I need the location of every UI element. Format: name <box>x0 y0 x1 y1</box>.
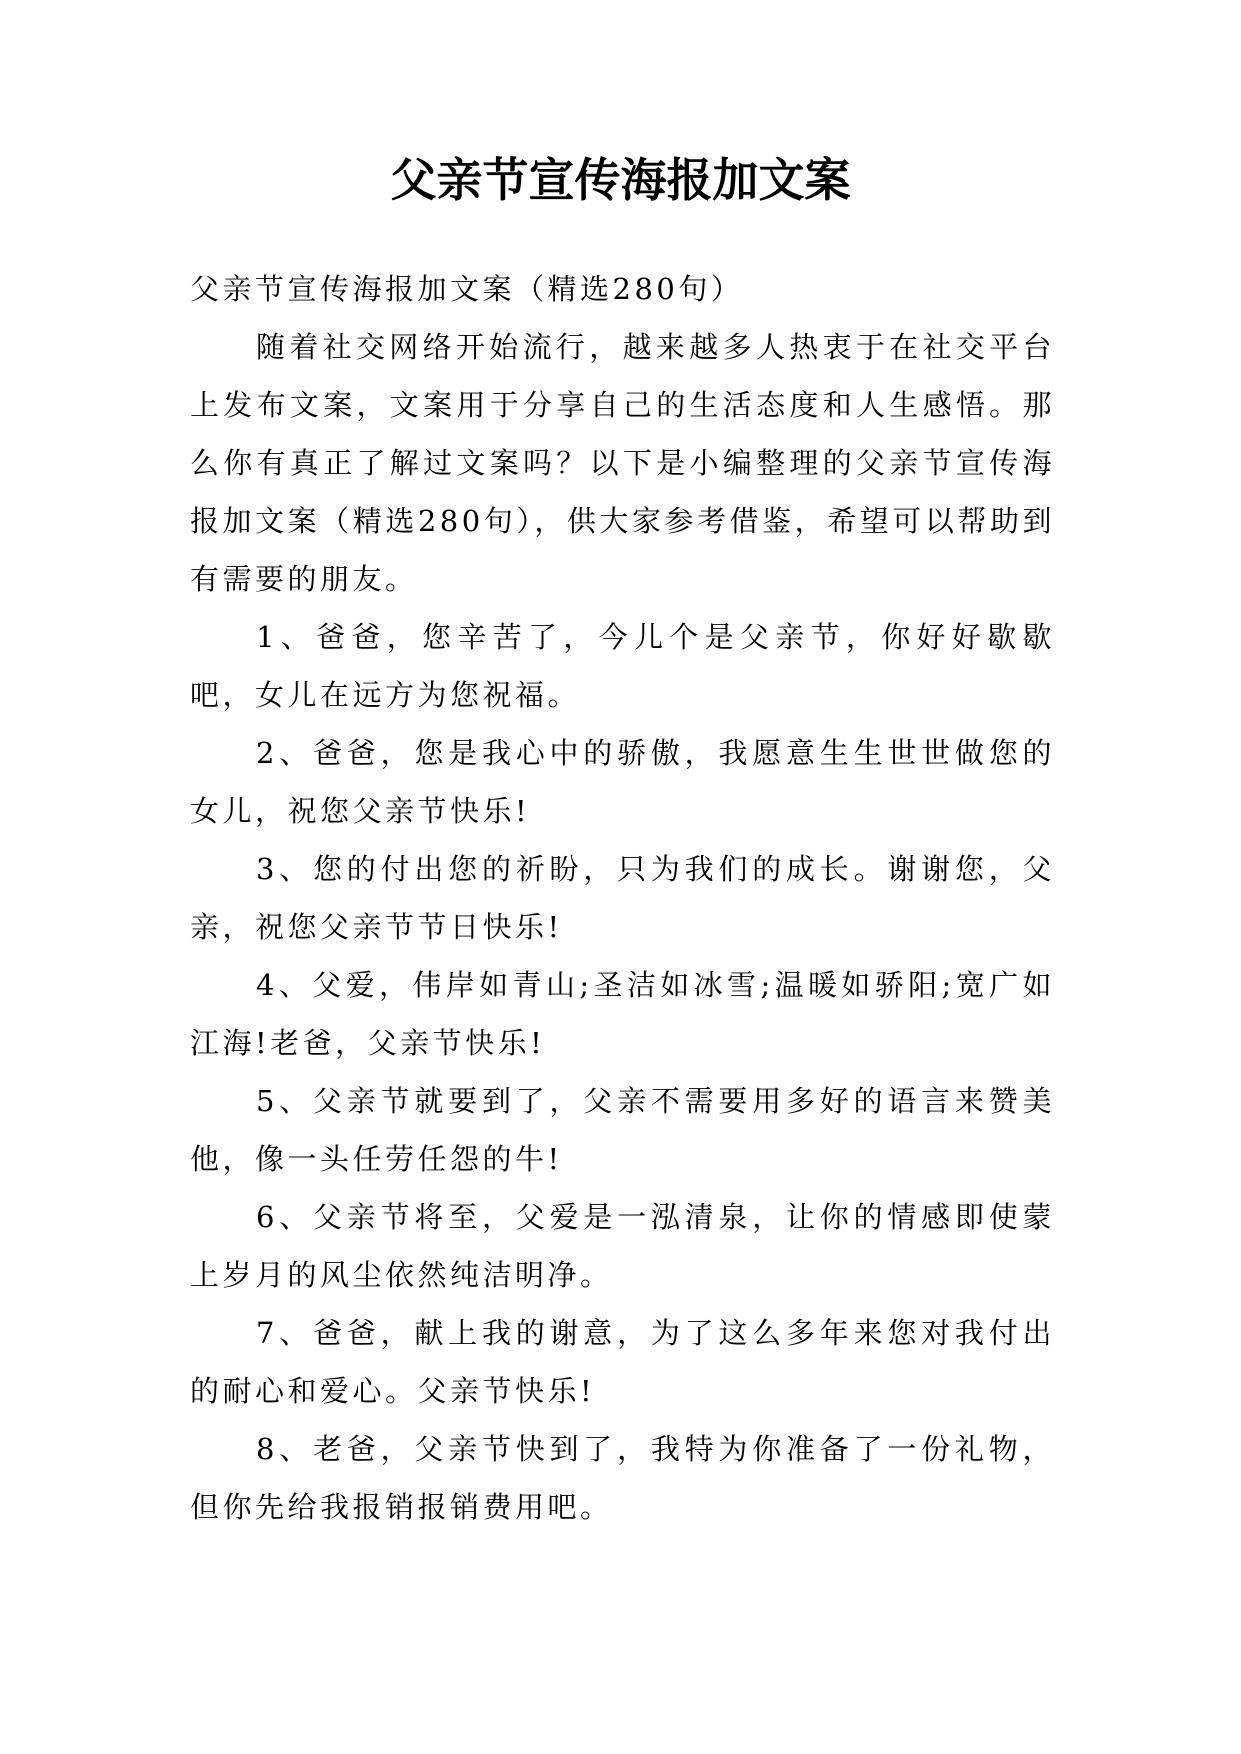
intro-paragraph: 随着社交网络开始流行，越来越多人热衷于在社交平台上发布文案，文案用于分享自己的生活态度和人生感悟。那么你有真正了解过文案吗？以下是小编整理的父亲节宣传海报加文案（精选280句），供大家参考借鉴，希望可以帮助到有需要的朋友。 <box>190 330 1055 596</box>
list-item: 8、老爸，父亲节快到了，我特为你准备了一份礼物，但你先给我报销报销费用吧。 <box>190 1432 1055 1524</box>
list-item: 1、爸爸，您辛苦了，今儿个是父亲节，你好好歇歇吧，女儿在远方为您祝福。 <box>190 620 1055 712</box>
list-item: 5、父亲节就要到了，父亲不需要用多好的语言来赞美他，像一头任劳任怨的牛! <box>190 1084 1055 1176</box>
document-subtitle: 父亲节宣传海报加文案（精选280句） <box>190 272 744 306</box>
document-title: 父亲节宣传海报加文案 <box>390 153 851 207</box>
list-item: 7、爸爸，献上我的谢意，为了这么多年来您对我付出的耐心和爱心。父亲节快乐! <box>190 1316 1055 1408</box>
list-item: 6、父亲节将至，父爱是一泓清泉，让你的情感即使蒙上岁月的风尘依然纯洁明净。 <box>190 1200 1055 1292</box>
list-item: 3、您的付出您的祈盼，只为我们的成长。谢谢您，父亲，祝您父亲节节日快乐! <box>190 852 1055 944</box>
list-item: 4、父爱，伟岸如青山;圣洁如冰雪;温暖如骄阳;宽广如江海!老爸，父亲节快乐! <box>190 968 1055 1060</box>
list-item: 2、爸爸，您是我心中的骄傲，我愿意生生世世做您的女儿，祝您父亲节快乐! <box>190 736 1055 828</box>
document-body <box>190 260 1055 1536</box>
